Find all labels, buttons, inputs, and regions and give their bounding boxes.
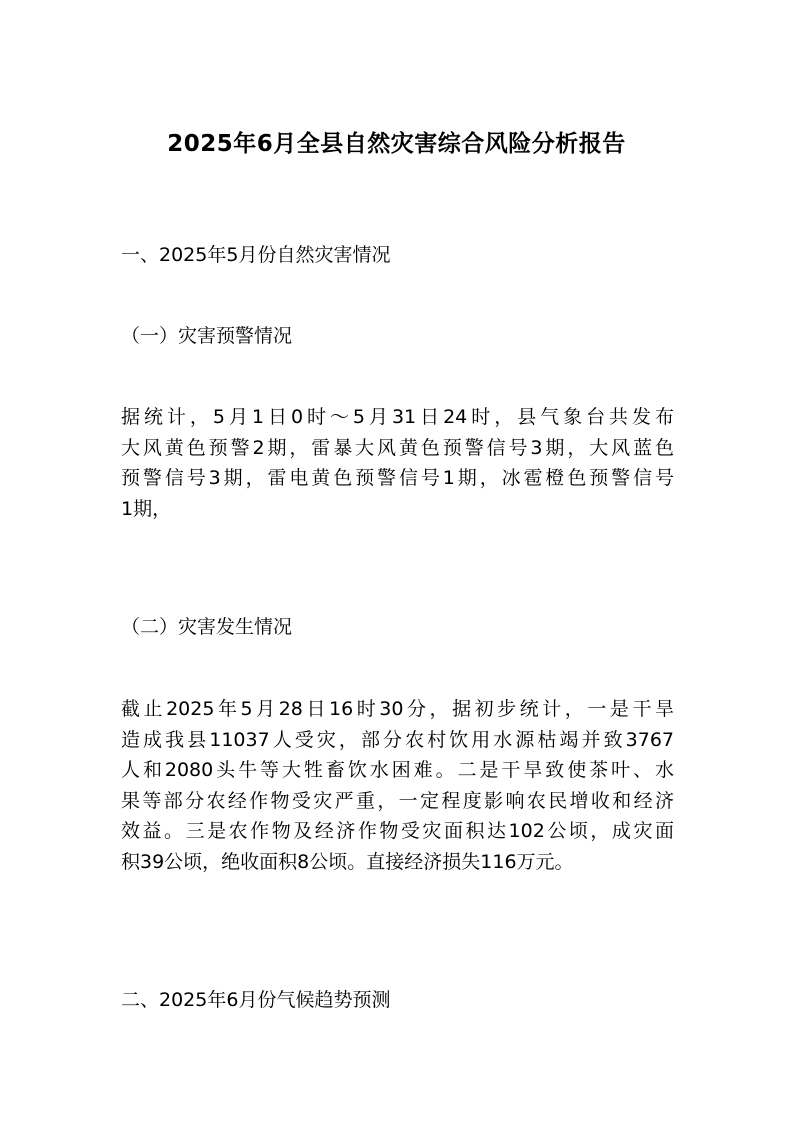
paragraph-disasters [121,694,674,877]
subsection-heading-disasters: （二）灾害发生情况 [121,616,293,638]
paragraph-line: 据统计，5月1日0时～5月31日24时，县气象台共发布 [121,406,674,428]
paragraph-line: 果等部分农经作物受灾严重，一定程度影响农民增收和经济 [121,789,674,812]
paragraph-line: 积39公顷，绝收面积8公顷。直接经济损失116万元。 [121,850,574,873]
document-title: 2025年6月全县自然灾害综合风险分析报告 [167,131,626,157]
paragraph-line: 人和2080头牛等大牲畜饮水困难。二是干旱致使茶叶、水 [121,759,674,781]
section-heading-2: 二、2025年6月份气候趋势预测 [121,989,391,1011]
paragraph-line: 效益。三是农作物及经济作物受灾面积达102公顷，成灾面 [121,820,674,842]
paragraph-line: 1期， [121,497,172,520]
paragraph-warnings [121,402,674,524]
subsection-heading-warnings: （一）灾害预警情况 [121,325,293,347]
paragraph-line: 大风黄色预警2期，雷暴大风黄色预警信号3期，大风蓝色 [121,436,674,459]
section-heading-1: 一、2025年5月份自然灾害情况 [121,244,391,266]
paragraph-line: 预警信号3期，雷电黄色预警信号1期，冰雹橙色预警信号 [121,467,674,489]
paragraph-line: 截止2025年5月28日16时30分，据初步统计，一是干旱 [121,698,674,720]
paragraph-line: 造成我县11037人受灾，部分农村饮用水源枯竭并致3767 [121,728,674,751]
